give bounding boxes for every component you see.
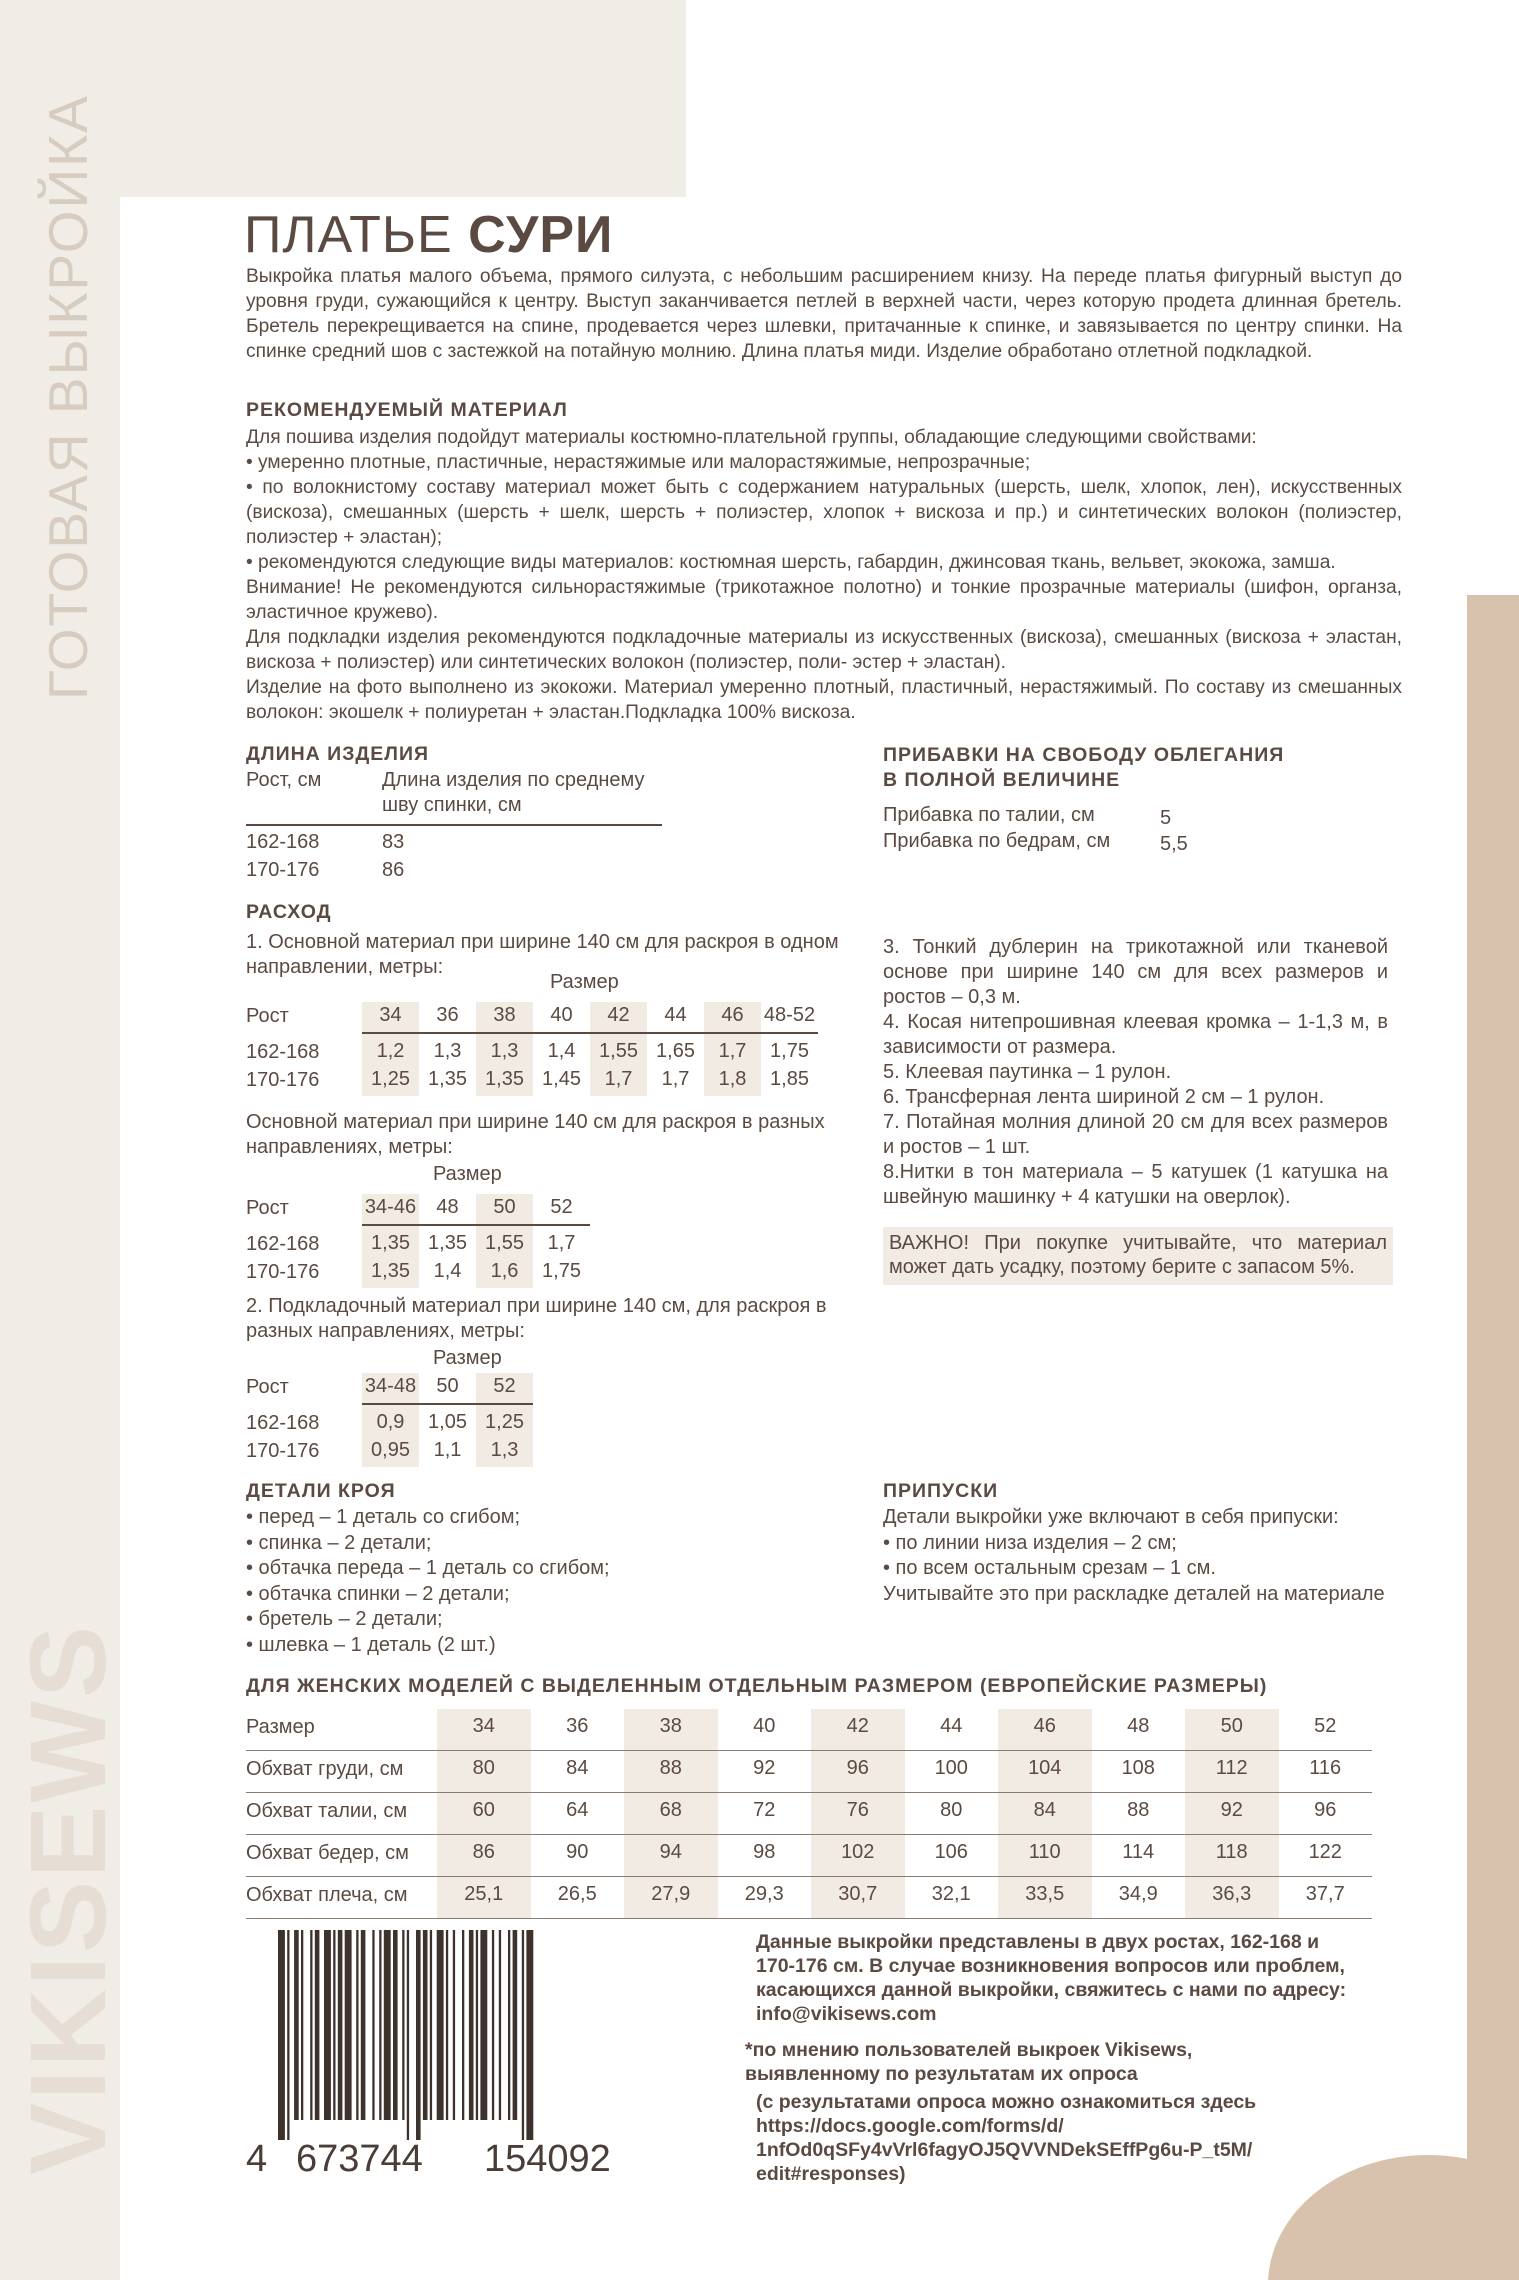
table-value: 1,65 xyxy=(656,1040,695,1062)
size-header: 50 xyxy=(436,1375,459,1397)
barcode-digits-3: 154092 xyxy=(484,2138,611,2180)
barcode-digit-1: 4 xyxy=(246,2138,268,2180)
barcode-bar xyxy=(324,1930,331,2120)
table-value: 1,85 xyxy=(770,1068,809,1090)
barcode-bar xyxy=(513,1930,518,2120)
table-value: 1,7 xyxy=(604,1068,633,1090)
barcode xyxy=(278,1930,618,2140)
barcode-bar xyxy=(379,1930,381,2120)
barcode-bar xyxy=(310,1930,312,2120)
survey-link: (с результатами опроса можно ознакомиться здесь https://docs.google.com/forms/d/ 1nfOd0qSFy4vVrl6fagyOJ5QVVNDekSEffPg6u-P_t5M/ edit#responses) xyxy=(756,2091,1257,2185)
barcode-bar xyxy=(453,1930,455,2120)
barcode-bar xyxy=(492,1930,494,2120)
size-header: 48-52 xyxy=(763,1004,816,1026)
barcode-bar xyxy=(287,1930,289,2140)
size-header: 52 xyxy=(493,1375,516,1397)
allowance-item: • по линии низа изделия – 2 см; xyxy=(883,1531,1177,1554)
barcode-bar xyxy=(462,1930,464,2120)
size-value: 60 xyxy=(472,1799,495,1821)
table-value: 1,25 xyxy=(371,1068,410,1090)
details-item: • обтачка спинки – 2 детали; xyxy=(246,1582,510,1605)
size-header: 36 xyxy=(436,1004,459,1026)
survey-text: *по мнению пользователей выкроек Vikisews, выявленному по результатам их опроса xyxy=(745,2039,1193,2085)
t1-caption: 1. Основной материал при ширине 140 см для раскроя в одном направлении, метры: xyxy=(246,931,839,978)
material-text: Для пошива изделия подойдут материалы костюмно-плательной группы, обладающие следующими свойствами: • умеренно плотные, пластичные, нерастяжимые или малорастяжимые, непрозрачные; • по волокнистому составу материал может быть с содержанием натуральных (шерсть, шелк, хлопок, лен), искусственных (вискоза), смешанных (шерсть + шелк, шерсть + полиэстер, хлопок + вискоза и пр.) и синтетических волокон (полиэстер, полиэстер + эластан); • рекомендуются следующие виды материалов: костюмная шерсть, габардин, джинсовая ткань, вельвет, экокожа, замша. Внимание! Не рекомендуются сильнорастяжимые (трикотажное полотно) и тонкие прозрачные материалы (шифон, органза, эластичное кружево). Для подкладки изделия рекомендуются подкладочные материалы из искусственных (вискоза), смешанных (вискоза + эластан, вискоза + полиэстер) или синтетических волокон (полиэстер, поли- эстер + эластан). Изделие на фото выполнено из экокожи. Материал умеренно плотный, пластичный, нерастяжимый. По составу из смешанных волокон: экошелк + полиуретан + эластан.Подкладка 100% вискоза. xyxy=(246,427,1402,723)
table-value: 1,1 xyxy=(433,1439,462,1461)
ease-waist-label: Прибавка по талии, см xyxy=(883,804,1095,826)
size-header: 34-46 xyxy=(364,1196,417,1218)
header-divider xyxy=(362,1403,533,1405)
size-value: 33,5 xyxy=(1025,1883,1065,1905)
warning-note: ВАЖНО! При покупке учитывайте, что материал может дать усадку, поэтому берите с запасом 5%. xyxy=(883,1227,1393,1285)
barcode-bar xyxy=(315,1930,320,2120)
size-value: 84 xyxy=(1033,1799,1056,1821)
size-label: Размер xyxy=(433,1347,502,1369)
barcode-bar xyxy=(372,1930,374,2120)
size-header: 34 xyxy=(379,1004,402,1026)
size-header: 46 xyxy=(721,1004,744,1026)
barcode-bar xyxy=(416,1930,421,2140)
size-value: 86 xyxy=(472,1841,495,1863)
height-label: 162-168 xyxy=(246,1233,320,1255)
size-value: 88 xyxy=(659,1757,682,1779)
length-heading: ДЛИНА ИЗДЕЛИЯ xyxy=(246,743,430,765)
consumption-heading: РАСХОД xyxy=(246,901,332,923)
barcode-digits-2: 673744 xyxy=(296,2138,423,2180)
length-row-v1: 83 xyxy=(382,831,405,853)
details-heading: ДЕТАЛИ КРОЯ xyxy=(246,1480,396,1502)
table-value: 1,25 xyxy=(485,1411,524,1433)
size-value: 30,7 xyxy=(838,1883,878,1905)
ease-heading: ПРИБАВКИ НА СВОБОДУ ОБЛЕГАНИЯ В ПОЛНОЙ ВЕЛИЧИНЕ xyxy=(883,744,1285,791)
brand-logo: VIKISEWS xyxy=(7,1622,128,2175)
table-value: 1,7 xyxy=(661,1068,690,1090)
table-value: 1,3 xyxy=(490,1040,519,1062)
page-title: ПЛАТЬЕ СУРИ xyxy=(244,206,614,264)
size-value: 48 xyxy=(1127,1715,1150,1737)
size-value: 38 xyxy=(659,1715,682,1737)
ease-waist-value: 5 xyxy=(1160,807,1172,829)
table-value: 1,4 xyxy=(433,1260,462,1282)
barcode-bar xyxy=(338,1930,343,2120)
size-label: Размер xyxy=(433,1163,502,1185)
table-value: 1,7 xyxy=(718,1040,747,1062)
barcode-bar xyxy=(469,1930,474,2120)
size-value: 92 xyxy=(1220,1799,1243,1821)
size-value: 84 xyxy=(566,1757,589,1779)
barcode-bar xyxy=(345,1930,352,2120)
table-value: 1,35 xyxy=(371,1260,410,1282)
ease-hips-value: 5,5 xyxy=(1160,833,1188,855)
sizes-heading: ДЛЯ ЖЕНСКИХ МОДЕЛЕЙ С ВЫДЕЛЕННЫМ ОТДЕЛЬНЫМ РАЗМЕРОМ (ЕВРОПЕЙСКИЕ РАЗМЕРЫ) xyxy=(246,1675,1268,1697)
table-value: 1,35 xyxy=(371,1232,410,1254)
size-value: 100 xyxy=(934,1757,968,1779)
length-col1: Рост, см xyxy=(246,769,322,791)
barcode-bar xyxy=(402,1930,404,2120)
table-value: 0,95 xyxy=(371,1439,410,1461)
size-row-label: Размер xyxy=(246,1716,315,1738)
length-row-v2: 86 xyxy=(382,859,405,881)
size-header: 34-48 xyxy=(364,1375,417,1397)
allowance-item: Детали выкройки уже включают в себя припуски: xyxy=(883,1506,1339,1528)
size-value: 80 xyxy=(472,1757,495,1779)
size-value: 36 xyxy=(566,1715,589,1737)
size-value: 114 xyxy=(1122,1841,1155,1863)
details-item: • обтачка переда – 1 деталь со сгибом; xyxy=(246,1557,610,1579)
barcode-bar xyxy=(356,1930,358,2120)
details-item: • бретель – 2 детали; xyxy=(246,1608,443,1630)
barcode-bar xyxy=(301,1930,303,2120)
allowance-item: • по всем остальным срезам – 1 см. xyxy=(883,1557,1216,1579)
size-row-label: Обхват плеча, см xyxy=(246,1884,408,1906)
size-value: 37,7 xyxy=(1305,1883,1345,1905)
size-header: 50 xyxy=(493,1196,516,1218)
barcode-bar xyxy=(407,1930,409,2140)
t3-caption: 2. Подкладочный материал при ширине 140 см, для раскроя в разных направлениях, метры: xyxy=(246,1295,827,1342)
length-col2: Длина изделия по среднему шву спинки, см xyxy=(382,769,645,816)
barcode-bar xyxy=(423,1930,428,2120)
barcode-bar xyxy=(446,1930,448,2120)
right-side-panel xyxy=(1467,595,1519,2280)
size-header: 44 xyxy=(664,1004,687,1026)
size-row-label: Обхват груди, см xyxy=(246,1758,404,1780)
t2-caption: Основной материал при ширине 140 см для раскроя в разных направлениях, метры: xyxy=(246,1111,825,1158)
header-divider xyxy=(362,1224,590,1226)
row-divider xyxy=(246,1918,1372,1919)
allowances-heading: ПРИПУСКИ xyxy=(883,1480,999,1502)
barcode-bar xyxy=(437,1930,444,2120)
description: Выкройка платья малого объема, прямого силуэта, с небольшим расширением книзу. На переде платья фигурный выступ до уровня груди, сужающийся к центру. Выступ заканчивается петлей в верхней части, через которую продета длинная бретель. Бретель перекрещивается на спине, продевается через шлевки, притачанные к спинке, и завязывается по центру спинки. На спинке средний шов с застежкой на потайную молнию. Длина платья миди. Изделие обработано отлетной подкладкой. xyxy=(246,266,1402,362)
size-value: 76 xyxy=(846,1799,869,1821)
contact-text: Данные выкройки представлены в двух ростах, 162-168 и 170-176 см. В случае возникновения вопросов или проблем, касающихся данной выкройки, свяжитесь с нами по адресу: info@vikisews.com xyxy=(756,1931,1347,2025)
size-value: 122 xyxy=(1308,1841,1342,1863)
ease-hips-label: Прибавка по бедрам, см xyxy=(883,830,1111,852)
barcode-bar xyxy=(333,1930,335,2120)
table-value: 0,9 xyxy=(376,1411,405,1433)
size-value: 25,1 xyxy=(464,1883,504,1905)
size-value: 96 xyxy=(1314,1799,1337,1821)
table-value: 1,3 xyxy=(433,1040,462,1062)
size-value: 118 xyxy=(1215,1841,1248,1863)
size-value: 98 xyxy=(753,1841,776,1863)
size-value: 112 xyxy=(1215,1757,1248,1779)
table-value: 1,3 xyxy=(490,1439,519,1461)
size-value: 108 xyxy=(1121,1757,1155,1779)
length-row-h2: 170-176 xyxy=(246,859,320,881)
header-divider xyxy=(362,1032,818,1034)
height-label: 170-176 xyxy=(246,1440,320,1462)
table-value: 1,7 xyxy=(547,1232,576,1254)
table-value: 1,4 xyxy=(547,1040,576,1062)
barcode-bar xyxy=(522,1930,524,2140)
table-value: 1,2 xyxy=(376,1040,405,1062)
barcode-bar xyxy=(384,1930,391,2120)
details-item: • перед – 1 деталь со сгибом; xyxy=(246,1506,520,1528)
size-header: 52 xyxy=(550,1196,573,1218)
height-label: 170-176 xyxy=(246,1069,320,1091)
consumption-right-list: 3. Тонкий дублерин на трикотажной или тканевой основе при ширине 140 см для всех размеров и ростов – 0,3 м. 4. Косая нитепрошивная клеевая кромка – 1-1,3 м, в зависимости от размера. 5. Клеевая паутинка – 1 рулон. 6. Трансферная лента шириной 2 см – 1 рулон. 7. Потайная молния длиной 20 см для всех размеров и ростов – 1 шт. 8.Нитки в тон материала – 5 катушек (1 катушка на швейную машинку + 4 катушки на оверлок). xyxy=(883,936,1388,1208)
barcode-bar xyxy=(278,1930,285,2140)
size-value: 34,9 xyxy=(1118,1883,1158,1905)
details-item: • спинка – 2 детали; xyxy=(246,1531,432,1554)
size-value: 46 xyxy=(1033,1715,1056,1737)
length-row-h1: 162-168 xyxy=(246,831,320,853)
size-value: 94 xyxy=(659,1841,682,1863)
table-value: 1,6 xyxy=(490,1260,519,1282)
size-value: 27,9 xyxy=(651,1883,691,1905)
size-value: 88 xyxy=(1127,1799,1150,1821)
barcode-bar xyxy=(393,1930,398,2120)
size-value: 96 xyxy=(846,1757,869,1779)
size-value: 50 xyxy=(1220,1715,1243,1737)
material-heading: РЕКОМЕНДУЕМЫЙ МАТЕРИАЛ xyxy=(246,399,568,421)
size-value: 29,3 xyxy=(744,1883,784,1905)
table-value: 1,35 xyxy=(428,1068,467,1090)
side-label: ГОТОВАЯ ВЫКРОЙКА xyxy=(37,94,99,700)
size-value: 116 xyxy=(1309,1757,1342,1779)
size-label: Размер xyxy=(550,971,619,993)
barcode-bar xyxy=(480,1930,487,2120)
size-value: 34 xyxy=(472,1715,495,1737)
size-value: 26,5 xyxy=(557,1883,597,1905)
size-value: 102 xyxy=(841,1841,875,1863)
details-item: • шлевка – 1 деталь (2 шт.) xyxy=(246,1633,496,1656)
length-divider xyxy=(246,824,662,826)
row-label: Рост xyxy=(246,1376,289,1398)
table-value: 1,8 xyxy=(718,1068,747,1090)
size-value: 52 xyxy=(1314,1715,1337,1737)
barcode-bar xyxy=(508,1930,510,2120)
size-row-label: Обхват талии, см xyxy=(246,1800,408,1822)
table-value: 1,75 xyxy=(542,1260,581,1282)
barcode-bar xyxy=(294,1930,299,2120)
table-value: 1,35 xyxy=(485,1068,524,1090)
size-header: 38 xyxy=(493,1004,516,1026)
size-value: 80 xyxy=(940,1799,963,1821)
barcode-bar xyxy=(526,1930,533,2140)
barcode-bar xyxy=(499,1930,501,2120)
size-value: 44 xyxy=(940,1715,963,1737)
barcode-bar xyxy=(430,1930,432,2120)
table-value: 1,75 xyxy=(770,1040,809,1062)
size-header: 42 xyxy=(607,1004,630,1026)
table-value: 1,45 xyxy=(542,1068,581,1090)
size-value: 92 xyxy=(753,1757,776,1779)
allowance-item: Учитывайте это при раскладке деталей на материале xyxy=(883,1582,1385,1605)
size-header: 40 xyxy=(550,1004,573,1026)
table-value: 1,05 xyxy=(428,1411,467,1433)
table-value: 1,35 xyxy=(428,1232,467,1254)
size-value: 36,3 xyxy=(1212,1883,1252,1905)
row-label: Рост xyxy=(246,1197,289,1219)
table-value: 1,55 xyxy=(599,1040,638,1062)
barcode-bar xyxy=(476,1930,478,2120)
barcode-bar xyxy=(361,1930,366,2120)
size-value: 72 xyxy=(753,1799,776,1821)
height-label: 162-168 xyxy=(246,1412,320,1434)
size-value: 42 xyxy=(846,1715,869,1737)
table-value: 1,55 xyxy=(485,1232,524,1254)
size-value: 90 xyxy=(566,1841,589,1863)
size-header: 48 xyxy=(436,1196,459,1218)
size-value: 64 xyxy=(566,1799,589,1821)
size-value: 110 xyxy=(1028,1841,1061,1863)
height-label: 162-168 xyxy=(246,1041,320,1063)
size-row-label: Обхват бедер, см xyxy=(246,1842,409,1864)
size-value: 106 xyxy=(934,1841,968,1863)
size-value: 32,1 xyxy=(931,1883,971,1905)
size-value: 40 xyxy=(753,1715,776,1737)
row-label: Рост xyxy=(246,1005,289,1027)
size-value: 68 xyxy=(659,1799,682,1821)
size-value: 104 xyxy=(1028,1757,1062,1779)
height-label: 170-176 xyxy=(246,1261,320,1283)
